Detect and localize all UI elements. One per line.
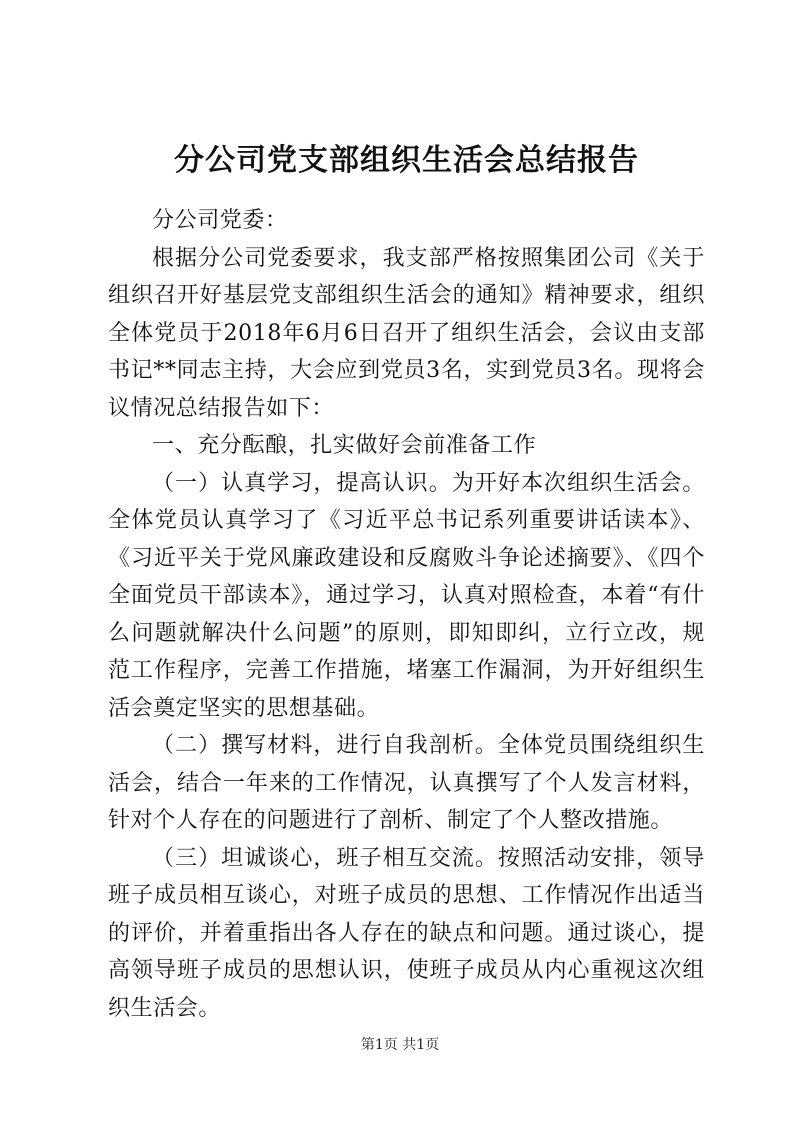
page-footer: 第1页 共1页 (360, 1037, 440, 1053)
section-heading-1: 一、充分酝酿，扎实做好会前准备工作 (152, 433, 537, 458)
paragraph-intro: 根据分公司党委要求，我支部严格按照集团公司《关于组织召开好基层党支部组织生活会的通知》精神要求，组织全体党员于2018年6月6日召开了组织生活会，会议由支部书记**同志主持，大会应到党员3名，实到党员3名。现将会议情况总结报告如下： (108, 245, 705, 421)
paragraph-item-2: （二）撰写材料，进行自我剖析。全体党员围绕组织生活会，结合一年来的工作情况，认真撰写了个人发言材料，针对个人存在的问题进行了剖析、制定了个人整改措施。 (108, 733, 705, 833)
paragraph-item-3: （三）坦诚谈心，班子相互交流。按照活动安排，领导班子成员相互谈心，对班子成员的思想、工作情况作出适当的评价，并着重指出各人存在的缺点和问题。通过谈心，提高领导班子成员的思想认识，使班子成员从内心重视这次组织生活会。 (108, 845, 705, 1021)
document-title: 分公司党支部组织生活会总结报告 (174, 143, 639, 178)
paragraph-item-1: （一）认真学习，提高认识。为开好本次组织生活会。全体党员认真学习了《习近平总书记系列重要讲话读本》、《习近平关于党风廉政建设和反腐败斗争论述摘要》、《四个全面党员干部读本》，通过学习，认真对照检查，本着“有什么问题就解决什么问题”的原则，即知即纠，立行立改，规范工作程序，完善工作措施，堵塞工作漏洞，为开好组织生活会奠定坚实的思想基础。 (108, 470, 705, 721)
salutation: 分公司党委： (152, 208, 288, 233)
document-body (108, 202, 705, 1027)
